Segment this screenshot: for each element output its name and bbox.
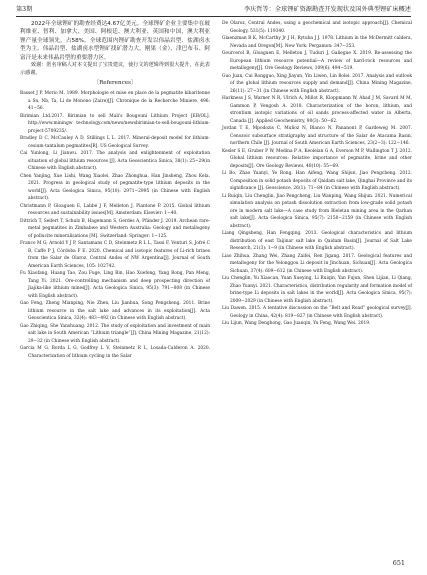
running-title: 李庆哲等：全球锂矿资源勘查开发现状及国外典型锂矿床概述 (243, 6, 411, 13)
reference-entry: Li Bo, Zhao Yuanyi, Ye Rong, Han Aifeng, Wang Shijun, Jiao Pengcheng. 2012. Composition in solid potash deposits of Qaidam salt lake, Qinghai Province and its significance [J]. Geoscience, 26(1): 71−84 (in Chinese with English abstract). (222, 171, 412, 191)
reference-entry: Liu Dawen. 2015. A tentative discussion on the “Belt and Road” geological survey[J]. Geology in China, 42(4): 819−827 (in Chinese with English abstract). (222, 306, 412, 319)
reference-entry: Gao Zhiqing, She Yanshuang. 2012. The study of exploitation and investment of main salt lake in South American “Lithium triangle”[J]. China Mining Magazine, 21(12): 29−32 (in Chinese with English abstract). (20, 323, 210, 344)
reference-entry: Liu Lijun, Wang Denghong, Gao Juanqin, Yu Feng, Wang Wei. 2019. (222, 321, 371, 326)
right-column (222, 20, 412, 328)
reference-entry: Fu Xiaofang, Huang Tao, Zou Fuge, Ling Bin, Hao Xuefeng, Yang Rong, Pan Meng, Tang Yi. 2021. Ore-controlling mechanism and deep prospecting direction of Jiajika-like lithium mines[J]. Acta Geologica Sinica, 95(3): 791−808 (in Chinese with English abstract). (20, 271, 210, 299)
reference-entry: Chen Yanjing, Xue Lishi, Wang Xiaolei, Zhao Zhonghua, Han Jinsheng, Zhou Kela. 2021. Progress in geological study of pegmatite-type lithium deposits in the world[J]. Acta Geologica Sinica, 95(10): 2971−2995 (in Chinese with English abstract). (20, 173, 210, 202)
reference-entry: Glaenzman R K, McCarthy Jr J H, Rytuba J J. 1978. Lithium in the McDermitt caldera, Nevada and Oregon[M]. New York: Pergamon: 347−353. (222, 36, 412, 49)
acknowledgement-note: 致谢：匿名审稿人对本文提出了宝贵建议，使行文的逻辑得到很大提升，在此表示感谢。 (20, 62, 210, 76)
reference-entry: Liao Zhihua, Zhang Wei, Zhang Zaifei, Ren Jigang. 2017. Geological features and metallogeny for the Yelonggou Li deposit in Jinchuan, Sichuan[J]. Acta Geologica Sichuan, 37(4): 609−612 (in Chinese with English abstract). (222, 253, 412, 274)
reference-entry: Gao Feng, Zheng Mianping, Nie Zhen, Liu Jianhua, Song Pengsheng. 2011. Brine lithium resource in the salt lake and advances in its exploitation[J]. Acta Geoscientica Sinica, 32(4): 483−492 (in Chinese with English abstract). (20, 301, 210, 322)
reference-entry: Jordan T E, Mpodozis C, Muñoz N, Blanco N, Pananont P, Gardeweg M. 2007. Cenozoic subsurface stratigraphy and structure of the Salar de Atacama Basin, northern Chile [J]. Journal of South American Earth Sciences, 23(2−3): 122−146. (222, 126, 412, 146)
reference-entry: Guo Juan, Cui Rongguo, Xing Jiayun, Yin Liwen, Lin Bolei. 2017. Analysis and outlook of the global lithium resources supply and demand[J]. China Mining Magazine, 26(11): 27−31 (in Chinese with English abstract). (222, 73, 412, 94)
left-column (20, 20, 210, 360)
reference-entry: Dittrich T, Seifert T, Schulz B, Hagemann S, Gerdes A, Pfänder J. 2019. Archean rare-metal pegmatites in Zimbabwe and Western Australia: Geology and metallogeny of pollucite mineralisations [M]. Switzerland: Springer: 1−125. (20, 218, 210, 239)
reference-entry: Garcia M G, Borda L G, Godfrey L V, Steinmetz R L, Losada-Calderon A. 2020. Characterization of lithium cycling in the Salar (20, 346, 210, 359)
reference-entry: Harkness J S, Warner N R, Ulrich A, Millot R, Kloppmann W, Ahad J M, Savard M M, Gammon P, Vengosh A. 2018. Characterization of the boron, lithium, and strontium isotopic variations of oil sands process-affected water in Alberta, Canada [J]. Applied Geochemistry, 90(3): 50−62. (222, 96, 412, 124)
reference-entry: Li Ruiqin, Liu Chenglin, Jiao Pengcheng, Liu Wanping, Wang Shijun. 2021. Numerical simulation analysis on potash dissolution extraction from low-grade solid potash ore in modern salt lake—A case study from Bieletan mining area in the Qarhan salt lake[J]. Acta Geologica Sinica, 95(7): 2150−2159 (in Chinese with English abstract). (222, 193, 412, 229)
body-paragraph: 2022年全球锂矿的勘查经费达4.67亿美元。全球锂矿企业主要集中在玻利维亚、智利、加拿大、美国、阿根廷、澳大利亚、英国和中国，澳大利亚锂产量全球领先，占58%。全球范围内锂矿勘查开发以伟晶岩型、盐湖卤水型为主。伟晶岩型、盐湖卤水型锂矿找矿潜力大，刚果（金）、津巴布韦、阿富汗是未来伟晶岩型的重要潜力区。 (20, 21, 210, 61)
reference-entry: Christmann P, Gloaguen E, Labbé J F, Melleton J, Piantone P. 2015. Global lithium resources and sustainability issues[M]. Amsterdam: Elsevier: 1−40. (20, 203, 210, 217)
reference-entry: Liang Qingsheng, Han Fengqing. 2013. Geological characteristics and lithium distribution of east Taijinar salt lake in Qaidam Basin[J]. Journal of Salt Lake Research, 21(3): 1−9 (in Chinese with English abstract). (222, 231, 412, 251)
reference-entry: Basset J P, Morio M. 1989. Morphologie et mise en place de la pegmatite kibaritenne a Sn, Nb, Ta, Li de Monono (Zaire)[J]. Chronique de la Recherche Miniere, 496: 41−56. (20, 91, 210, 112)
reference-entry: Gourcerol B, Gloaguen E, Melleton J, Tuduri J, Galiegue X. 2019. Re-assessing the European lithium resource potential—A review of hard-rock resources and metallogeny[J]. Ore Geology Reviews, 109(6): 494−519. (222, 51, 412, 71)
page-number: 651 (392, 559, 405, 567)
reference-entry: De Olaroz, Central Andes, using a geochemical and isotopic approach[J]. Chemical Geology, 531(5): 119340. (222, 21, 412, 34)
reference-list-right (222, 20, 412, 328)
reference-entry: Birimian Ltd.2017. Birimian to sell Mali's Bougouni Lithium Project [EB/OL]. http://www.miningw technology.com/news/newsbirimian-to-sell-bougouni-lithium-project-5709235/. (20, 113, 210, 134)
reference-entry: Liu Chenglin, Yu Xiaocan, Yuan Xueying, Li Ruiqin, Yan Fujun, Shen Lijian, Li Qiang, Zhao Yuanyi. 2021. Characteristics, distribution regularity and formation model of brine-type Li deposits in salt lakes in the world[J]. Acta Geologica Sinica, 95(7): 2009−2029 (in Chinese with English abstract). (222, 276, 412, 304)
reference-entry: Kesler S E, Gruber P W, Medina P A, Keoleian G A, Everson M P, Wallington T J. 2012. Global lithium resources: Relative importance of pegmatite, brine and other deposits[J]. Ore Geology Reviews, 48(10): 55−69. (222, 148, 412, 169)
references-heading: 〔References〕 (93, 80, 137, 87)
reference-entry: Cai Yunlong, Li Jianwu. 2017. The analysis and enlightenment of exploitation situation of global lithium resources [J]. Acta Geoscientica Sinica, 38(1): 25−29(in Chinese with English abstract). (20, 151, 210, 172)
running-header (16, 4, 411, 17)
reference-entry: Franco M G, Arnold Y J P, Santamans C D, Steinmetz R L L, Tassi F, Venturi S, Jofré C B, Caffe P J, Córdoba F E. 2020. Chemical and isotopic features of Li-rich brines from the Salar de Olaroz, Central Andes of NW Argentina[J]. Journal of South American Earth Sciences, 105: 102742. (20, 241, 210, 269)
reference-list-left (20, 90, 210, 360)
reference-entry: Bradley D C, McCauley A D, Stillings L L. 2017. Mineral-deposit model for lithium-cesium-tantalum pegmatites[R]. US Geological Survey. (20, 136, 210, 149)
issue-label: 第3期 (16, 6, 33, 13)
